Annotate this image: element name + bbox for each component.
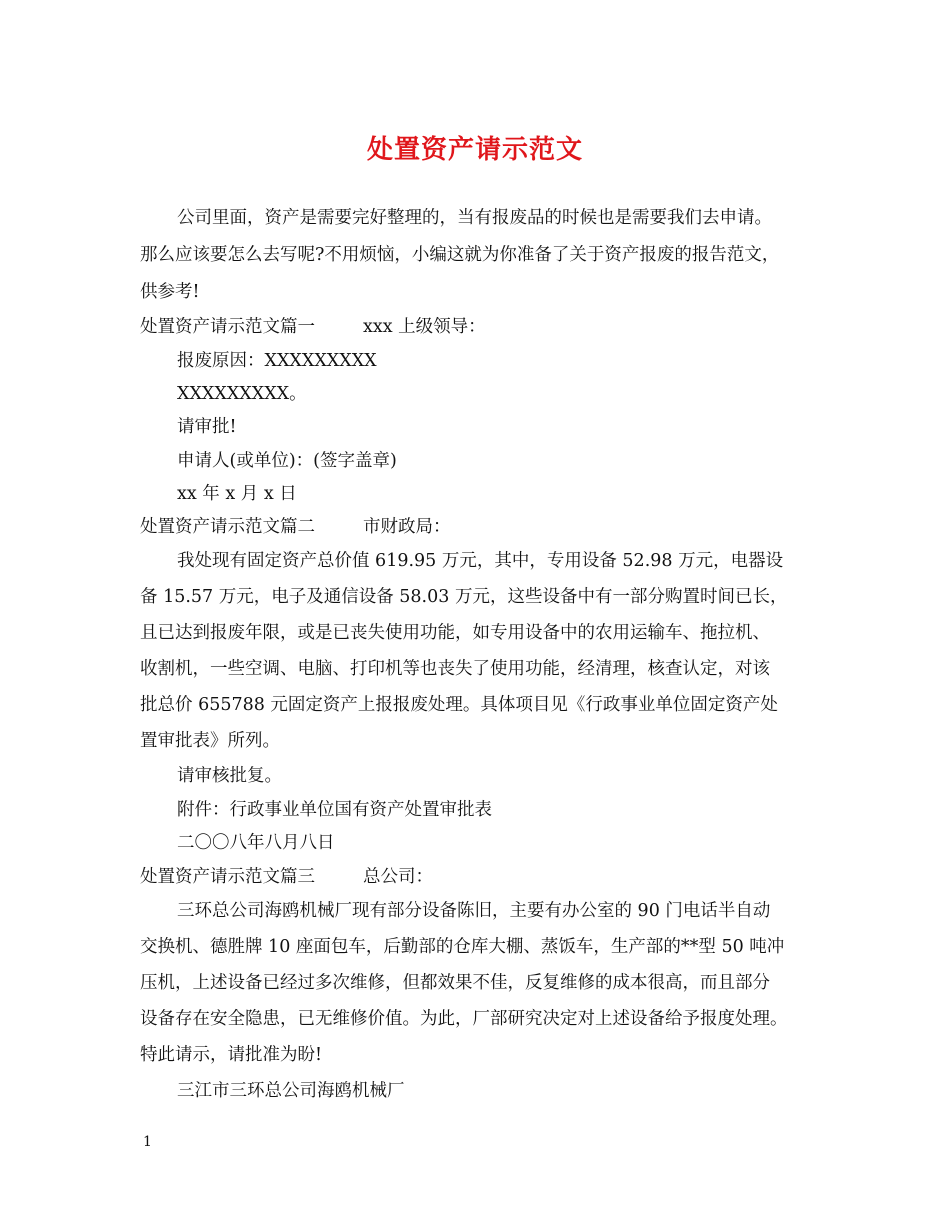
sample1-heading: 处置资产请示范文篇一 <box>140 317 315 337</box>
sample3-body-line: 三环总公司海鸥机械厂现有部分设备陈旧，主要有办公室的 90 门电话半自动 <box>177 901 771 921</box>
sample2-body-line: 收割机，一些空调、电脑、打印机等也丧失了使用功能，经清理，核查认定，对该 <box>140 659 770 679</box>
sample2-date: 二〇〇八年八月八日 <box>177 833 335 853</box>
sample3-addressee: 总公司： <box>363 867 433 887</box>
sample2-body-line: 且已达到报废年限，或是已丧失使用功能，如专用设备中的农用运输车、拖拉机、 <box>140 623 770 643</box>
sample3-body-line: 特此请示，请批准为盼! <box>140 1045 323 1065</box>
document-title: 处置资产请示范文 <box>366 135 583 165</box>
sample2-addressee: 市财政局： <box>363 517 451 537</box>
sample3-body-line: 设备存在安全隐患，已无维修价值。为此，厂部研究决定对上述设备给予报度处理。 <box>140 1009 788 1029</box>
sample1-date: xx 年 x 月 x 日 <box>177 484 297 504</box>
sample3-body-line: 交换机、德胜牌 10 座面包车，后勤部的仓库大棚、蒸饭车，生产部的**型 50 吨冲 <box>140 937 785 957</box>
sample1-reason: 报废原因：XXXXXXXXX <box>177 351 377 371</box>
sample2-attachment: 附件：行政事业单位国有资产处置审批表 <box>177 800 492 820</box>
intro-line: 供参考! <box>140 282 200 302</box>
sample2-heading: 处置资产请示范文篇二 <box>140 517 315 537</box>
sample3-signature: 三江市三环总公司海鸥机械厂 <box>177 1081 405 1101</box>
intro-line: 那么应该要怎么去写呢?不用烦恼，小编这就为你准备了关于资产报废的报告范文， <box>140 245 780 265</box>
sample3-heading: 处置资产请示范文篇三 <box>140 867 315 887</box>
sample2-request: 请审核批复。 <box>177 766 282 786</box>
sample2-body-line: 置审批表》所列。 <box>140 731 280 751</box>
sample1-heading-line <box>140 312 486 342</box>
intro-line: 公司里面，资产是需要完好整理的，当有报废品的时候也是需要我们去申请。 <box>177 208 772 228</box>
sample2-body-line: 批总价 655788 元固定资产上报报废处理。具体项目见《行政事业单位固定资产处 <box>140 695 778 715</box>
page-number: 1 <box>143 1134 152 1150</box>
sample1-request: 请审批! <box>177 417 237 437</box>
sample2-body-line: 备 15.57 万元，电子及通信设备 58.03 万元，这些设备中有一部分购置时间已长， <box>140 587 788 607</box>
sample3-heading-line <box>140 862 433 892</box>
sample1-reason-cont: XXXXXXXXX。 <box>177 384 307 404</box>
sample2-heading-line <box>140 512 451 542</box>
sample2-body-line: 我处现有固定资产总价值 619.95 万元，其中，专用设备 52.98 万元，电器设 <box>177 551 784 571</box>
sample3-body-line: 压机，上述设备已经过多次维修，但都效果不佳，反复维修的成本很高，而且部分 <box>140 973 770 993</box>
sample1-addressee: xxx 上级领导： <box>363 317 486 337</box>
sample1-applicant: 申请人(或单位)：(签字盖章) <box>177 451 397 471</box>
